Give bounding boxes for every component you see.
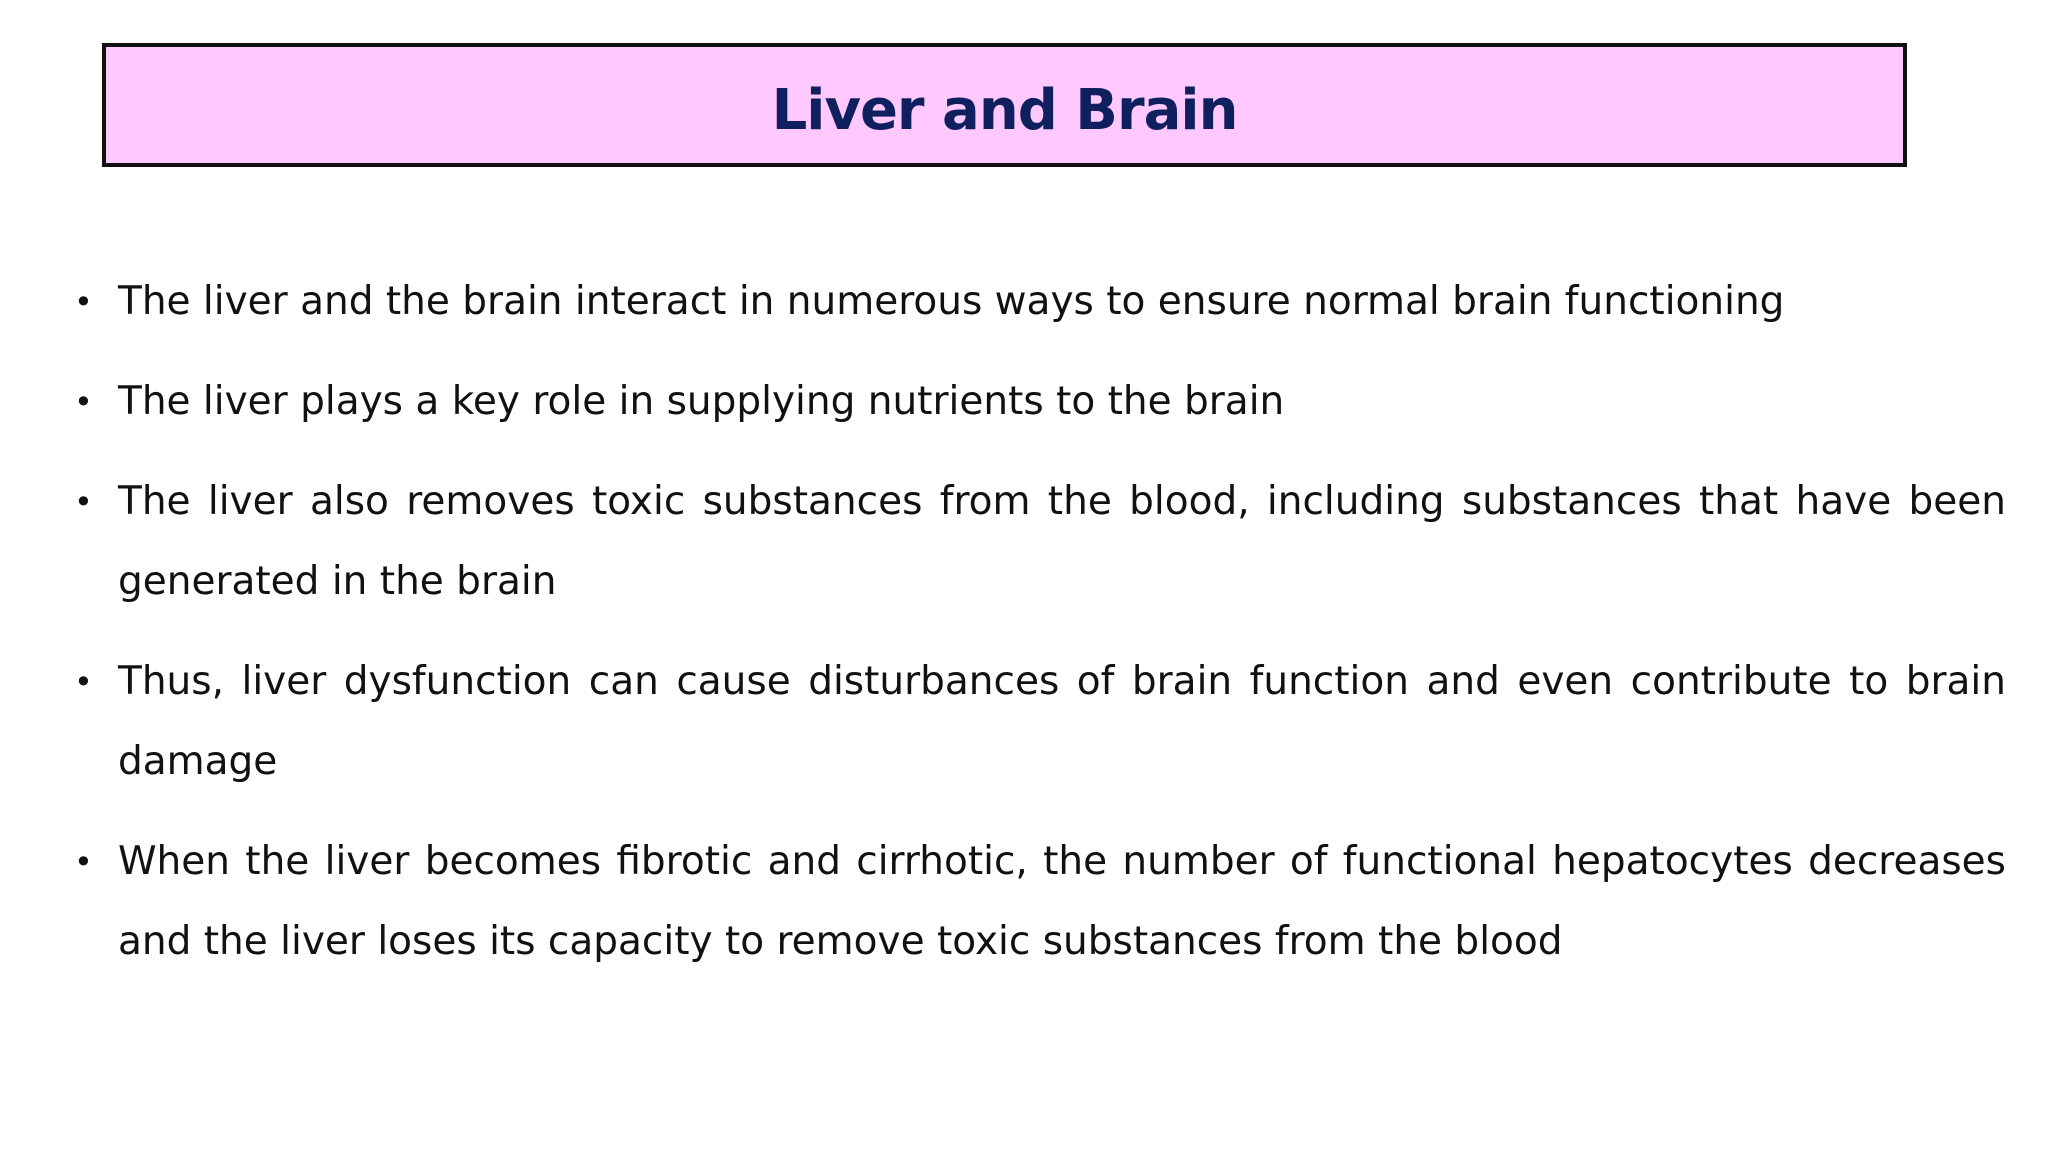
slide-title: Liver and Brain bbox=[771, 77, 1238, 143]
bullet-item bbox=[74, 262, 2006, 342]
bullet-text: The liver and the brain interact in numerous ways to ensure normal brain functioning bbox=[118, 279, 1785, 324]
bullet-text: The liver also removes toxic substances from the blood, including substances that have been generated in the brain bbox=[118, 479, 2006, 604]
bullet-icon: • bbox=[74, 383, 93, 421]
bullet-item bbox=[74, 822, 2006, 982]
bullet-icon: • bbox=[74, 843, 93, 881]
bullet-item bbox=[74, 362, 2006, 442]
bullet-icon: • bbox=[74, 283, 93, 321]
bullet-item bbox=[74, 462, 2006, 622]
bullet-text: The liver plays a key role in supplying nutrients to the brain bbox=[118, 379, 1285, 424]
bullet-icon: • bbox=[74, 483, 93, 521]
bullet-list bbox=[74, 262, 2006, 1002]
bullet-icon: • bbox=[74, 663, 93, 701]
bullet-text: Thus, liver dysfunction can cause disturbances of brain function and even contribute to brain damage bbox=[118, 659, 2006, 784]
title-box bbox=[102, 43, 1907, 167]
bullet-text: When the liver becomes fibrotic and cirrhotic, the number of functional hepatocytes decreases and the liver loses its capacity to remove toxic substances from the blood bbox=[118, 839, 2006, 964]
bullet-item bbox=[74, 642, 2006, 802]
